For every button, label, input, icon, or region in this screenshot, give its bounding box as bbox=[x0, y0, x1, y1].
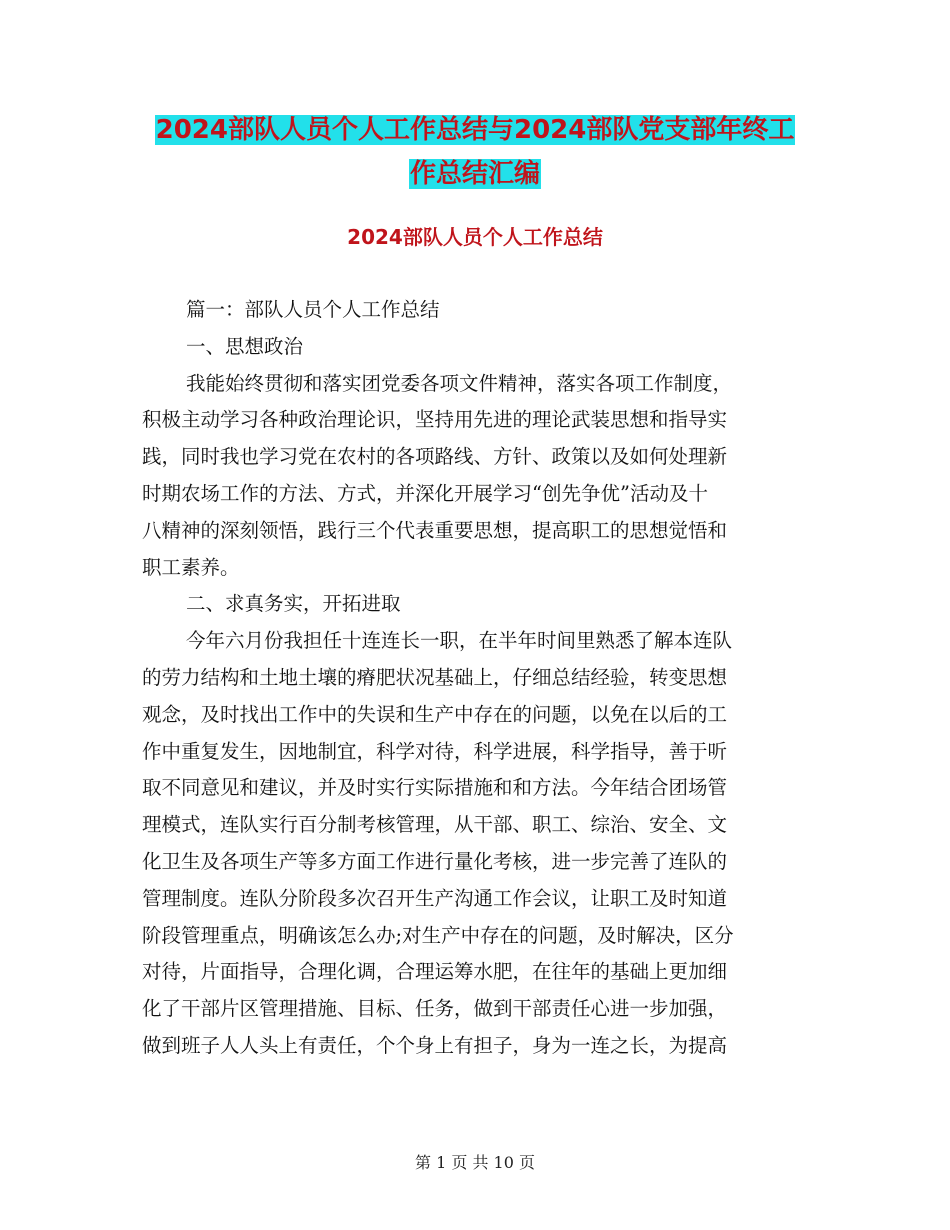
paragraph-line: 我能始终贯彻和落实团党委各项文件精神，落实各项工作制度， bbox=[186, 371, 733, 395]
paragraph-line: 阶段管理重点，明确该怎么办;对生产中存在的问题，及时解决，区分 bbox=[142, 923, 734, 947]
document-title-highlight-1: 2024部队人员个人工作总结与2024部队党支部年终工 bbox=[155, 115, 795, 145]
paragraph-line: 对待，片面指导，合理化调，合理运筹水肥，在往年的基础上更加细 bbox=[142, 960, 728, 984]
paragraph-line: 二、求真务实，开拓进取 bbox=[186, 592, 401, 616]
section-subtitle: 2024部队人员个人工作总结 bbox=[347, 225, 603, 249]
paragraph-line: 理模式，连队实行百分制考核管理，从干部、职工、综治、安全、文 bbox=[142, 813, 728, 837]
paragraph-line: 做到班子人人头上有责任，个个身上有担子，身为一连之长，为提高 bbox=[142, 1033, 728, 1057]
paragraph-line: 时期农场工作的方法、方式，并深化开展学习“创先争优”活动及十 bbox=[142, 481, 708, 505]
paragraph-line: 管理制度。连队分阶段多次召开生产沟通工作会议，让职工及时知道 bbox=[142, 886, 728, 910]
paragraph-line: 八精神的深刻领悟，践行三个代表重要思想，提高职工的思想觉悟和 bbox=[142, 518, 728, 542]
paragraph-line: 篇一：部队人员个人工作总结 bbox=[186, 298, 440, 321]
document-title-highlight-2: 作总结汇编 bbox=[409, 159, 540, 189]
paragraph-line: 的劳力结构和土地土壤的瘠肥状况基础上，仔细总结经验，转变思想 bbox=[142, 665, 728, 689]
page-number-footer: 第 1 页 共 10 页 bbox=[415, 1153, 535, 1172]
document-title-line-2 bbox=[130, 152, 820, 196]
paragraph-line: 化卫生及各项生产等多方面工作进行量化考核，进一步完善了连队的 bbox=[142, 849, 728, 873]
paragraph-line: 一、思想政治 bbox=[186, 334, 304, 358]
paragraph-line: 今年六月份我担任十连连长一职，在半年时间里熟悉了解本连队 bbox=[186, 629, 733, 653]
paragraph-line: 作中重复发生，因地制宜，科学对待，科学进展，科学指导，善于听 bbox=[142, 739, 728, 763]
paragraph-line: 职工素养。 bbox=[142, 555, 240, 579]
paragraph-line: 取不同意见和建议，并及时实行实际措施和和方法。今年结合团场管 bbox=[142, 776, 728, 800]
document-title-line-1 bbox=[130, 108, 820, 152]
document-body bbox=[142, 292, 802, 1065]
paragraph-line: 化了干部片区管理措施、目标、任务，做到干部责任心进一步加强， bbox=[142, 997, 728, 1021]
paragraph-line: 积极主动学习各种政治理论识，坚持用先进的理论武装思想和指导实 bbox=[142, 408, 728, 432]
paragraph-line: 践，同时我也学习党在农村的各项路线、方针、政策以及如何处理新 bbox=[142, 445, 728, 469]
paragraph-line: 观念，及时找出工作中的失误和生产中存在的问题，以免在以后的工 bbox=[142, 702, 728, 726]
